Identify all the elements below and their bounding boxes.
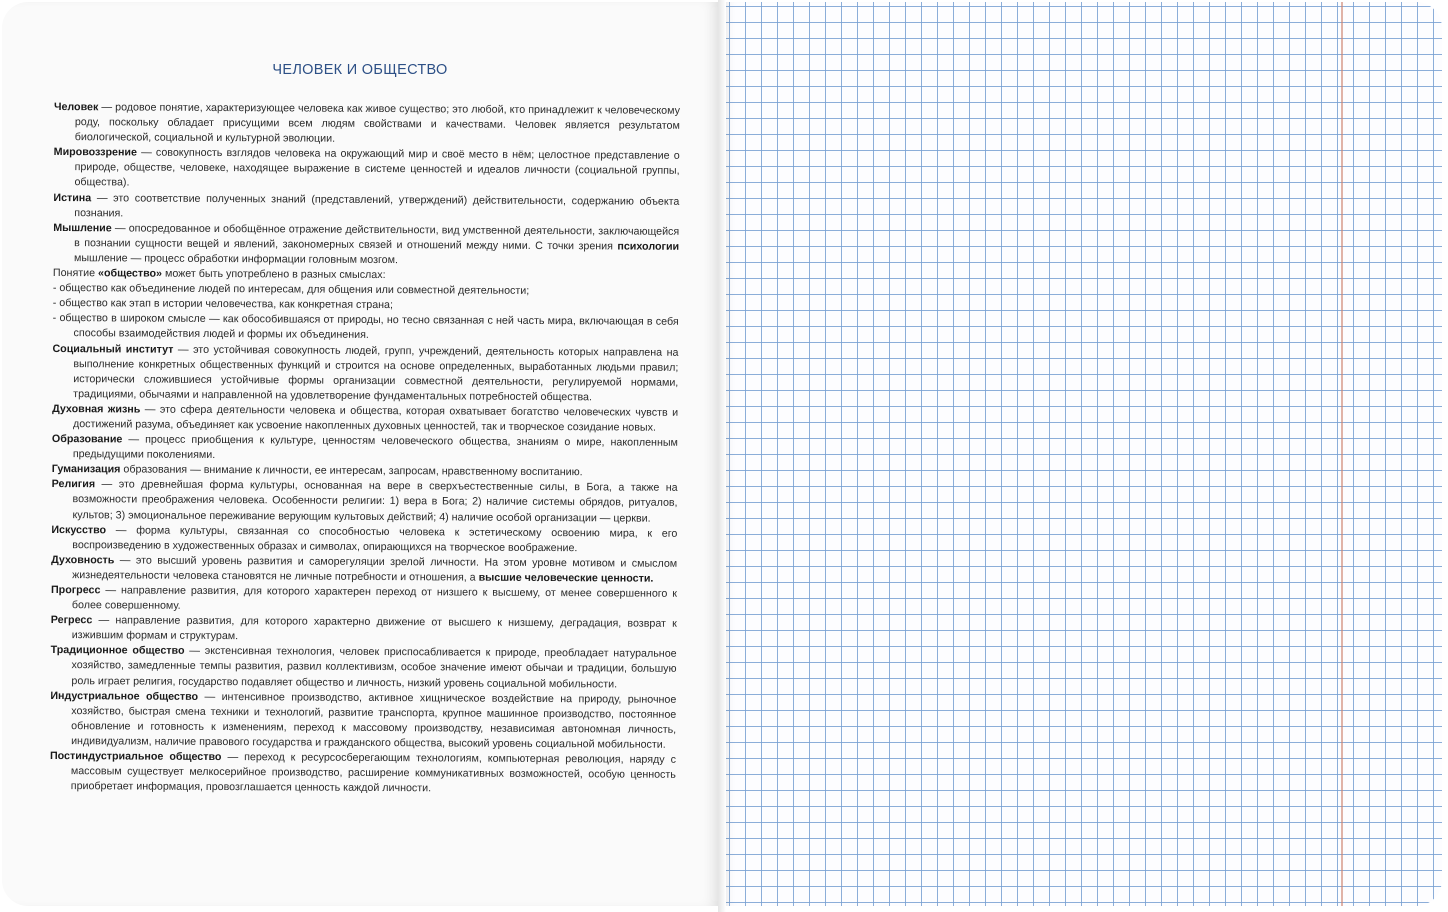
glossary-entry: Истина — это соответствие полученных знаний (представлений, утверждений) действительности, содержанию объекта познания.	[53, 191, 680, 220]
glossary-list-item: - общество как этап в истории человечества, как конкретная страна;	[52, 297, 394, 312]
glossary-entry: Религия — это древнейшая форма культуры, основанная на вере в сверхъестественные силы, в Бога, а также на возможности преображения человека. Особенности религии: 1) вера в Бога; 2) наличие системы обрядов, ритуалов, культов; 3) эмоциональное переживание верующим культовых действий; 4) наличие особой организации — церкви.	[51, 478, 678, 525]
page-title: ЧЕЛОВЕК И ОБЩЕСТВО	[272, 62, 448, 78]
page-gutter	[718, 0, 726, 912]
glossary-entry: Регресс — направление развития, для которого характерно движение от высшего к низшему, деградация, возврат к изжившим формам и структурам.	[50, 614, 677, 643]
glossary-entry: Индустриальное общество — интенсивное производство, активное хищническое воздействие на природу, рыночное хозяйство, быстрая смена техники и технологий, развитие транспорта, крупное машинное производство, постоянное обновление и готовность к изменениям, переход к массовому производству, независимая автономная личность, индивидуализм, наличие правового государства и гражданского общества, высокий уровень социальной мобильности.	[50, 689, 677, 751]
glossary-entry: Образование — процесс приобщения к культуре, ценностям человеческого общества, знаниям о мире, накопленным предыдущими поколениями.	[51, 433, 678, 462]
glossary-entry: Человек — родовое понятие, характеризующее человека как живое существо; это любой, кто принадлежит к человеческому роду, поскольку обладает присущими всем людям свойствами и качествами. Человек является результатом биологической, социальной и культурной эволюции.	[53, 100, 680, 145]
glossary-entry: Постиндустриальное общество — переход к ресурсосберегающим технологиям, компьютерная революция, наряду с массовым существует мелкосерийное производство, расширение коммуникативных возможностей, особую ценность приобретает информация, провозглашается ценность каждой личности.	[49, 750, 677, 795]
glossary-entries	[50, 100, 680, 798]
right-page-grid	[726, 2, 1442, 906]
glossary-entry: Гуманизация образования — внимание к личности, ее интересам, запросам, нравственному воспитанию.	[51, 463, 583, 479]
glossary-entry: Прогресс — направление развития, для которого характерен переход от низшего к высшему, от менее совершенного к более совершенному.	[50, 583, 678, 612]
glossary-entry: Искусство — форма культуры, связанная со способностью человека к эстетическому освоению мира, к его воспроизведению в художественных образах и символах, опирающихся на творческое воображение.	[51, 523, 678, 554]
glossary-list-item: - общество в широком смысле — как обособившаяся от природы, но тесно связанная с ней часть мира, включающая в себя способы взаимодействия людей и формы их объединения.	[52, 312, 679, 342]
glossary-entry: Традиционное общество — экстенсивная технология, человек приспосабливается к природе, преобладает натуральное хозяйство, замедленные темпы развития, развил коллективизм, особое значение имеют обычаи и традиции, большую роль играет религия, государство подавляет общество и личность, низкий уровень социальной мобильности.	[50, 644, 677, 691]
glossary-entry: Духовность — это высший уровень развития и саморегуляции зрелой личности. На этом уровне мотивом и смыслом жизнедеятельности человека становятся не личные потребности и отношения, а высшие человеческие ценности.	[51, 553, 678, 585]
glossary-entry: Социальный институт — это устойчивая совокупность людей, групп, учреждений, деятельность которых направлена на выполнение конкретных общественных функций и строится на основе определенных, выработанных людьми правил; исторически сложившиеся устойчивые формы организации совместной деятельности, регулируемой нормами, традициями, обычаями и направленной на удовлетворение фундаментальных потребностей общества.	[52, 342, 679, 404]
glossary-list-item: - общество как объединение людей по интересам, для общения или совместной деятельности;	[52, 282, 530, 298]
glossary-entry: Понятие «общество» может быть употреблено в разных смыслах:	[52, 267, 386, 282]
glossary-entry: Мышление — опосредованное и обобщённое отражение действительности, вид умственной деятельности, заключающейся в познании сущности вещей и явлений, закономерных связей и отношений между ними. С точки зрения психологии мышление — процесс обработки информации головным мозгом.	[53, 221, 680, 267]
glossary-entry: Мировоззрение — совокупность взглядов человека на окружающий мир и своё место в нём; целостное представление о природе, обществе, человеке, находящее выражение в системе ценностей и идеалов личности (социальной группы, общества).	[53, 146, 680, 189]
glossary-entry: Духовная жизнь — это сфера деятельности человека и общества, которая охватывает богатство человеческих чувств и достижений разума, объединяет как усвоение накопленных духовных ценностей, так и творческое созидание новых.	[52, 402, 679, 434]
left-page-glossary	[2, 2, 718, 906]
margin-line	[1341, 2, 1343, 906]
